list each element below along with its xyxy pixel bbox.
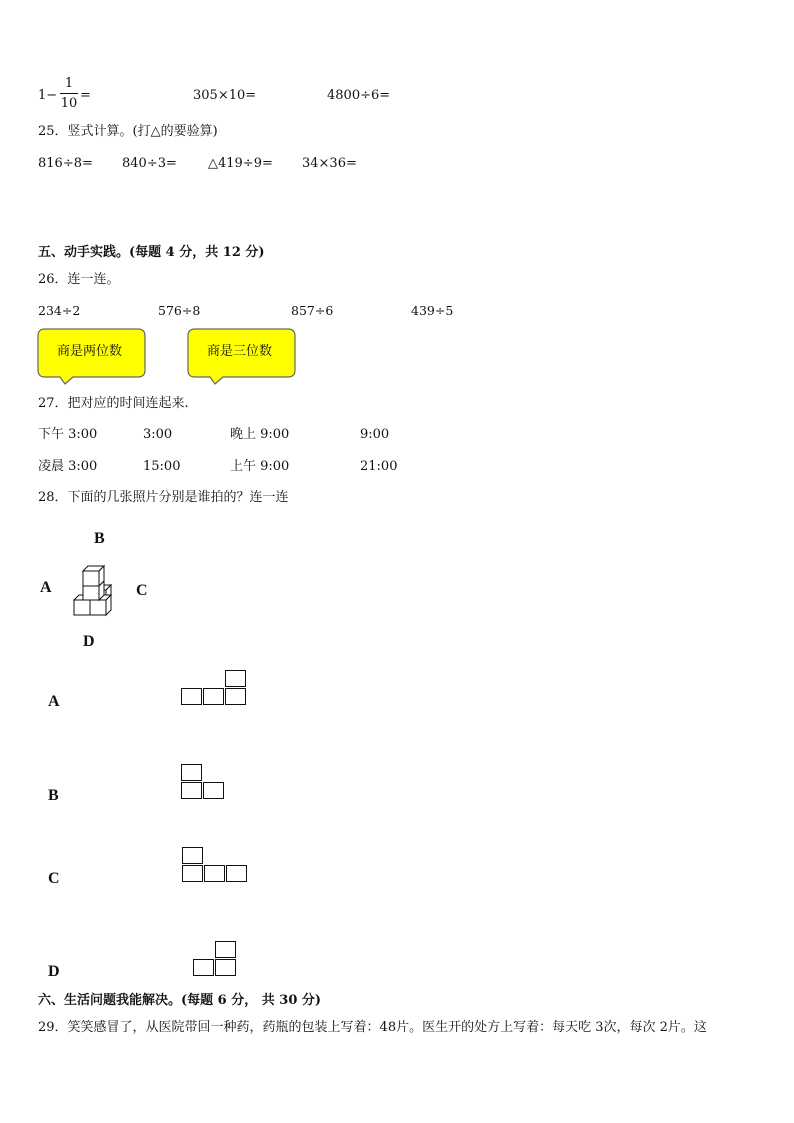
expr1-prefix: 1−: [38, 88, 58, 103]
q28-title: 28．下面的几张照片分别是谁拍的？连一连: [38, 490, 289, 505]
view-square: [181, 764, 202, 781]
view-square: [193, 959, 214, 976]
direction-label-left: A: [40, 579, 52, 596]
expr1-suffix: =: [80, 88, 91, 103]
q27-cell: 3:00: [143, 427, 173, 442]
q27-cell: 晚上 9:00: [230, 427, 290, 442]
view-label-a: A: [48, 693, 60, 710]
q29-text: 29．笑笑感冒了，从医院带回一种药，药瓶的包装上写着：48片。医生开的处方上写着：每天吃 3次，每次 2片。这: [38, 1020, 707, 1035]
view-square: [182, 865, 203, 882]
q25-item-1: 816÷8=: [38, 156, 93, 171]
fraction: [60, 76, 78, 111]
view-square: [225, 670, 246, 687]
q27-cell: 上午 9:00: [230, 459, 290, 474]
section6-title: 六、生活问题我能解决。(每题 6 分， 共 30 分): [38, 993, 322, 1008]
view-label-d: D: [48, 963, 60, 980]
fraction-denominator: 10: [60, 96, 78, 111]
q26-item-3: 857÷6: [291, 303, 334, 318]
q27-cell: 15:00: [143, 459, 181, 474]
view-square: [182, 847, 203, 864]
expr3: 4800÷6=: [327, 88, 391, 103]
view-square: [203, 688, 224, 705]
view-square: [215, 959, 236, 976]
view-square: [204, 865, 225, 882]
q25-title: 25．竖式计算。(打△的要验算): [38, 124, 218, 139]
callout-two-digit: [37, 328, 147, 390]
expr2: 305×10=: [193, 88, 257, 103]
view-square: [203, 782, 224, 799]
q26-item-1: 234÷2: [38, 303, 81, 318]
q26-title: 26．连一连。: [38, 272, 120, 287]
direction-label-top: B: [94, 530, 105, 547]
fraction-bar: [60, 93, 78, 94]
q26-item-4: 439÷5: [411, 303, 454, 318]
q27-cell: 21:00: [360, 459, 398, 474]
view-square: [215, 941, 236, 958]
view-square: [225, 688, 246, 705]
callout-three-digit: [187, 328, 297, 390]
q26-item-2: 576÷8: [158, 303, 201, 318]
q27-cell: 凌晨 3:00: [38, 459, 98, 474]
section5-title: 五、动手实践。(每题 4 分，共 12 分): [38, 245, 265, 260]
direction-label-bottom: D: [83, 633, 95, 650]
view-label-b: B: [48, 787, 59, 804]
view-square: [181, 782, 202, 799]
callout-three-digit-label: 商是三位数: [207, 344, 273, 359]
q25-item-3: △419÷9=: [208, 156, 273, 171]
fraction-numerator: 1: [64, 76, 74, 91]
view-square: [226, 865, 247, 882]
q27-cell: 下午 3:00: [38, 427, 98, 442]
direction-label-right: C: [136, 582, 148, 599]
q25-item-4: 34×36=: [302, 156, 357, 171]
q27-title: 27．把对应的时间连起来.: [38, 396, 189, 411]
view-label-c: C: [48, 870, 60, 887]
q25-item-2: 840÷3=: [122, 156, 177, 171]
q27-cell: 9:00: [360, 427, 390, 442]
view-square: [181, 688, 202, 705]
cube-stack-figure: [70, 562, 120, 618]
callout-two-digit-label: 商是两位数: [57, 344, 123, 359]
